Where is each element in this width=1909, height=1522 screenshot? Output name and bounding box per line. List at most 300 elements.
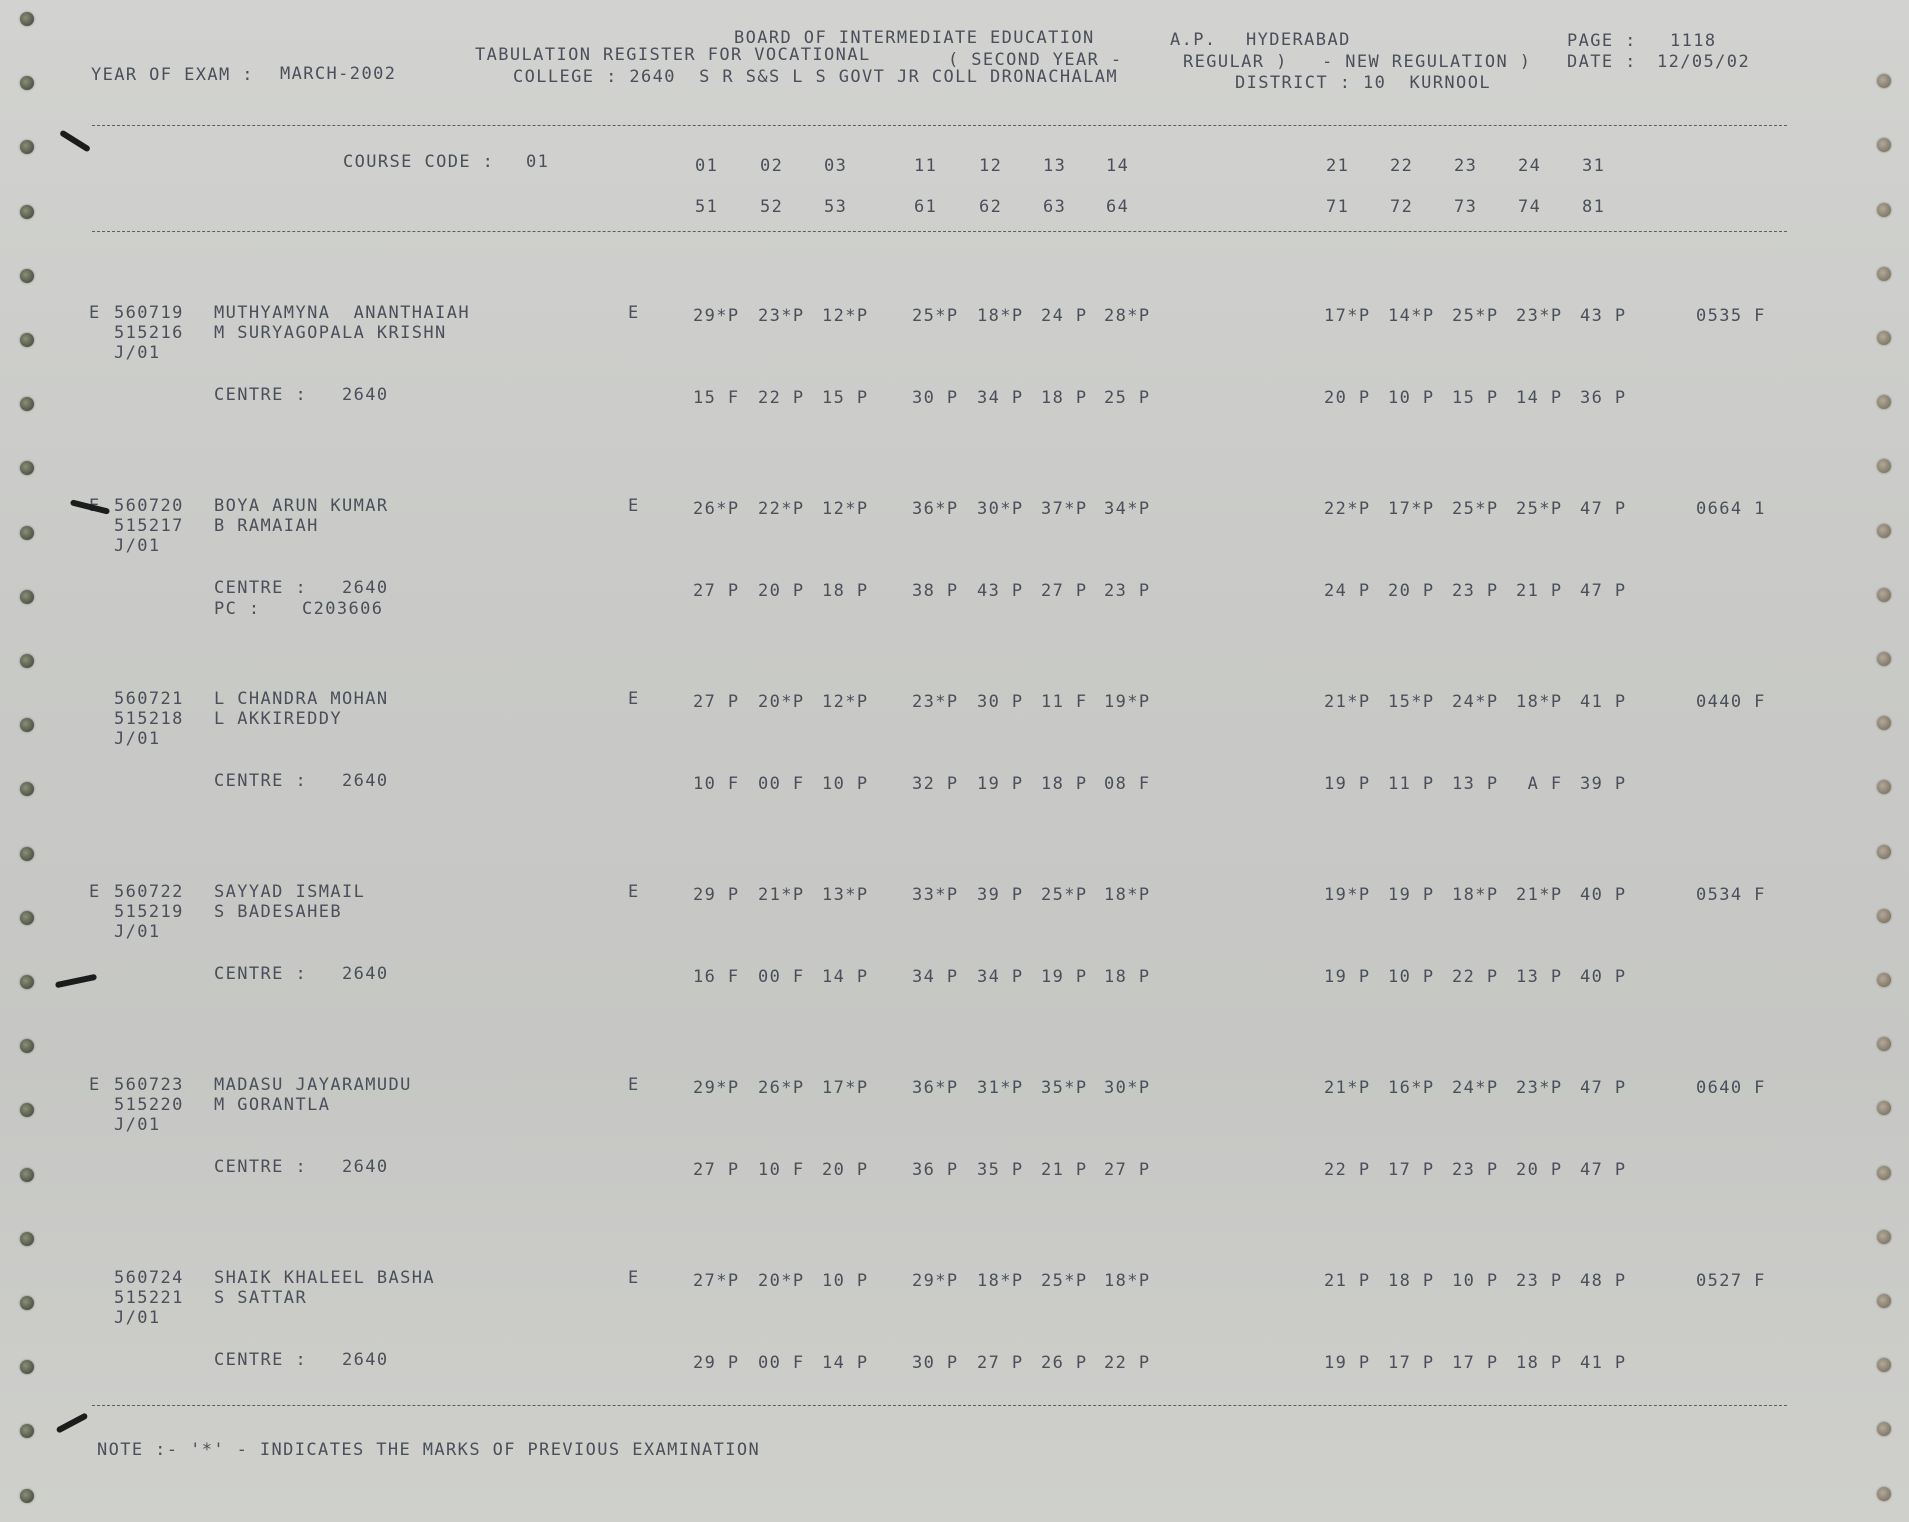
- mark-paper-2: 22 P: [1452, 967, 1499, 987]
- feed-hole: [20, 1168, 34, 1182]
- centre-code: 2640: [342, 771, 389, 791]
- subject-code-paper2: 53: [824, 197, 848, 217]
- mark-paper-1: 18*P: [1452, 885, 1499, 905]
- feed-hole: [20, 590, 34, 604]
- mark-paper-2: 34 P: [977, 388, 1024, 408]
- medium: E: [628, 689, 640, 709]
- subject-code: 01: [695, 156, 719, 176]
- feed-hole: [20, 397, 34, 411]
- subject-code-paper2: 64: [1106, 197, 1130, 217]
- mark-paper-1: 30 P: [977, 692, 1024, 712]
- mark-paper-2: 18 P: [1041, 388, 1088, 408]
- mark-paper-1: 18*P: [1104, 885, 1151, 905]
- mark-paper-1: 24*P: [1452, 692, 1499, 712]
- page-label: PAGE :: [1567, 31, 1637, 51]
- mark-paper-2: 20 P: [758, 581, 805, 601]
- mark-paper-1: 20*P: [758, 692, 805, 712]
- subject-code-paper2: 73: [1454, 197, 1478, 217]
- pen-mark: [56, 1412, 89, 1433]
- centre-code: 2640: [342, 1350, 389, 1370]
- mark-paper-1: 12*P: [822, 306, 869, 326]
- feed-hole: [20, 1360, 34, 1374]
- mark-paper-1: 21 P: [1324, 1271, 1371, 1291]
- feed-hole: [1877, 1037, 1891, 1051]
- mark-paper-2: 00 F: [758, 967, 805, 987]
- feed-hole: [1877, 331, 1891, 345]
- mark-paper-2: 08 F: [1104, 774, 1151, 794]
- mark-paper-1: 25*P: [1041, 885, 1088, 905]
- centre-code: 2640: [342, 1157, 389, 1177]
- father-name: M SURYAGOPALA KRISHN: [214, 323, 447, 343]
- centre-code: 2640: [342, 964, 389, 984]
- mark-paper-1: 29*P: [693, 1078, 740, 1098]
- mark-paper-2: 17 P: [1388, 1160, 1435, 1180]
- feed-hole: [1877, 909, 1891, 923]
- mark-paper-1: 23*P: [912, 692, 959, 712]
- mark-paper-2: 34 P: [977, 967, 1024, 987]
- subject-code: 11: [914, 156, 938, 176]
- group-code: J/01: [114, 343, 161, 363]
- feed-hole: [1877, 1487, 1891, 1501]
- mark-paper-1: 19*P: [1324, 885, 1371, 905]
- regulation-label: - NEW REGULATION ): [1322, 52, 1532, 72]
- year-type: ( SECOND YEAR -: [948, 50, 1123, 70]
- total-result: 0440 F: [1696, 692, 1766, 712]
- mark-paper-2: 22 P: [1324, 1160, 1371, 1180]
- mark-paper-2: 15 P: [1452, 388, 1499, 408]
- mark-paper-2: 19 P: [1041, 967, 1088, 987]
- mark-paper-2: 27 P: [977, 1353, 1024, 1373]
- feed-hole: [20, 847, 34, 861]
- student-name: SAYYAD ISMAIL: [214, 882, 366, 902]
- date-label: DATE :: [1567, 52, 1637, 72]
- mark-paper-1: 12*P: [822, 692, 869, 712]
- subject-code: 14: [1106, 156, 1130, 176]
- feed-hole: [1877, 524, 1891, 538]
- mark-paper-1: 14*P: [1388, 306, 1435, 326]
- feed-hole: [1877, 203, 1891, 217]
- mark-paper-2: 19 P: [977, 774, 1024, 794]
- feed-hole: [1877, 138, 1891, 152]
- district-label: DISTRICT : 10 KURNOOL: [1235, 73, 1491, 93]
- mark-paper-1: 43 P: [1580, 306, 1627, 326]
- subject-code-paper2: 81: [1582, 197, 1606, 217]
- subject-code: 31: [1582, 156, 1606, 176]
- subject-code: 21: [1326, 156, 1350, 176]
- mark-paper-1: 35*P: [1041, 1078, 1088, 1098]
- subject-code-paper2: 61: [914, 197, 938, 217]
- mark-paper-2: 41 P: [1580, 1353, 1627, 1373]
- feed-hole: [1877, 74, 1891, 88]
- feed-hole: [20, 782, 34, 796]
- medium: E: [628, 882, 640, 902]
- mark-paper-1: 18*P: [1516, 692, 1563, 712]
- mark-paper-2: 27 P: [1104, 1160, 1151, 1180]
- mark-paper-1: 22*P: [758, 499, 805, 519]
- college-label: COLLEGE : 2640 S R S&S L S GOVT JR COLL DRONACHALAM: [513, 67, 1119, 87]
- feed-hole: [1877, 716, 1891, 730]
- mark-paper-2: 23 P: [1104, 581, 1151, 601]
- mark-paper-2: 29 P: [693, 1353, 740, 1373]
- mark-paper-2: 10 P: [1388, 967, 1435, 987]
- mark-paper-2: 34 P: [912, 967, 959, 987]
- mark-paper-1: 29 P: [693, 885, 740, 905]
- mark-paper-2: 14 P: [1516, 388, 1563, 408]
- mark-paper-1: 34*P: [1104, 499, 1151, 519]
- mark-paper-1: 18*P: [1104, 1271, 1151, 1291]
- feed-hole: [1877, 1101, 1891, 1115]
- mark-paper-2: 14 P: [822, 1353, 869, 1373]
- date-value: 12/05/02: [1657, 52, 1751, 72]
- mark-paper-1: 26*P: [693, 499, 740, 519]
- centre-code: 2640: [342, 578, 389, 598]
- father-name: L AKKIREDDY: [214, 709, 342, 729]
- student-name: MUTHYAMYNA ANANTHAIAH: [214, 303, 470, 323]
- total-result: 0534 F: [1696, 885, 1766, 905]
- student-id: 515221: [114, 1288, 184, 1308]
- mark-paper-1: 22*P: [1324, 499, 1371, 519]
- mark-paper-1: 24*P: [1452, 1078, 1499, 1098]
- mark-paper-1: 48 P: [1580, 1271, 1627, 1291]
- father-name: M GORANTLA: [214, 1095, 331, 1115]
- mark-paper-2: 18 P: [1104, 967, 1151, 987]
- mark-paper-1: 18*P: [977, 1271, 1024, 1291]
- centre-label: CENTRE :: [214, 578, 308, 598]
- mark-paper-2: 47 P: [1580, 581, 1627, 601]
- feed-hole: [1877, 588, 1891, 602]
- mark-paper-2: 27 P: [1041, 581, 1088, 601]
- mark-paper-1: 10 P: [822, 1271, 869, 1291]
- feed-hole: [20, 1424, 34, 1438]
- mark-paper-2: 17 P: [1388, 1353, 1435, 1373]
- mark-paper-1: 25*P: [1516, 499, 1563, 519]
- feed-hole: [20, 911, 34, 925]
- mark-paper-1: 23 P: [1516, 1271, 1563, 1291]
- mark-paper-1: 30*P: [1104, 1078, 1151, 1098]
- group-code: J/01: [114, 1115, 161, 1135]
- roll-number: 560721: [114, 689, 184, 709]
- feed-hole: [1877, 652, 1891, 666]
- mark-paper-2: 00 F: [758, 774, 805, 794]
- student-name: L CHANDRA MOHAN: [214, 689, 389, 709]
- feed-hole: [20, 1232, 34, 1246]
- mark-paper-1: 16*P: [1388, 1078, 1435, 1098]
- feed-hole: [20, 1296, 34, 1310]
- subject-code: 23: [1454, 156, 1478, 176]
- mark-paper-1: 17*P: [1324, 306, 1371, 326]
- medium: E: [628, 303, 640, 323]
- feed-hole: [1877, 395, 1891, 409]
- mark-paper-2: 17 P: [1452, 1353, 1499, 1373]
- mark-paper-2: 19 P: [1324, 967, 1371, 987]
- mark-paper-2: 21 P: [1516, 581, 1563, 601]
- mark-paper-2: 20 P: [822, 1160, 869, 1180]
- footer-divider: [92, 1405, 1787, 1406]
- feed-hole: [20, 333, 34, 347]
- mark-paper-1: 29*P: [693, 306, 740, 326]
- year-of-exam-value: MARCH-2002: [280, 64, 397, 84]
- mark-paper-2: 30 P: [912, 388, 959, 408]
- pc-label: PC :: [214, 599, 261, 619]
- mark-paper-2: 10 P: [822, 774, 869, 794]
- feed-hole: [20, 12, 34, 26]
- medium: E: [628, 1075, 640, 1095]
- feed-hole: [20, 975, 34, 989]
- student-id: 515216: [114, 323, 184, 343]
- total-result: 0640 F: [1696, 1078, 1766, 1098]
- mark-paper-2: 19 P: [1324, 1353, 1371, 1373]
- state-label: A.P.: [1170, 30, 1217, 50]
- feed-hole: [1877, 1422, 1891, 1436]
- mark-paper-2: 13 P: [1516, 967, 1563, 987]
- mark-paper-2: 25 P: [1104, 388, 1151, 408]
- mark-paper-1: 30*P: [977, 499, 1024, 519]
- mark-paper-1: 17*P: [822, 1078, 869, 1098]
- mark-paper-1: 23*P: [758, 306, 805, 326]
- year-of-exam-label: YEAR OF EXAM :: [91, 65, 254, 85]
- mark-paper-2: 20 P: [1388, 581, 1435, 601]
- centre-label: CENTRE :: [214, 771, 308, 791]
- left-tractor-feed-holes: [8, 0, 58, 1522]
- board-title: BOARD OF INTERMEDIATE EDUCATION: [734, 28, 1095, 48]
- feed-hole: [20, 654, 34, 668]
- total-result: 0535 F: [1696, 306, 1766, 326]
- subject-code: 13: [1043, 156, 1067, 176]
- mark-paper-1: 12*P: [822, 499, 869, 519]
- subject-code-paper2: 62: [979, 197, 1003, 217]
- student-name: SHAIK KHALEEL BASHA: [214, 1268, 436, 1288]
- student-flag: E: [89, 882, 101, 902]
- register-title: TABULATION REGISTER FOR VOCATIONAL: [475, 45, 871, 65]
- pen-mark: [55, 974, 97, 989]
- mark-paper-1: 18*P: [977, 306, 1024, 326]
- course-code-value: 01: [526, 152, 550, 172]
- roll-number: 560722: [114, 882, 184, 902]
- subject-code-paper2: 72: [1390, 197, 1414, 217]
- student-flag: E: [89, 303, 101, 323]
- subject-code: 22: [1390, 156, 1414, 176]
- mark-paper-2: 14 P: [822, 967, 869, 987]
- mark-paper-1: 27*P: [693, 1271, 740, 1291]
- mark-paper-2: 32 P: [912, 774, 959, 794]
- feed-hole: [20, 140, 34, 154]
- mark-paper-1: 21*P: [758, 885, 805, 905]
- mark-paper-2: 47 P: [1580, 1160, 1627, 1180]
- subject-code-paper2: 63: [1043, 197, 1067, 217]
- roll-number: 560719: [114, 303, 184, 323]
- feed-hole: [20, 1103, 34, 1117]
- mark-paper-1: 25*P: [1452, 306, 1499, 326]
- mark-paper-1: 24 P: [1041, 306, 1088, 326]
- group-code: J/01: [114, 729, 161, 749]
- subject-code: 03: [824, 156, 848, 176]
- mark-paper-1: 13*P: [822, 885, 869, 905]
- mark-paper-1: 47 P: [1580, 1078, 1627, 1098]
- student-id: 515220: [114, 1095, 184, 1115]
- mark-paper-2: 23 P: [1452, 1160, 1499, 1180]
- mark-paper-2: 35 P: [977, 1160, 1024, 1180]
- mark-paper-2: 16 F: [693, 967, 740, 987]
- feed-hole: [20, 1039, 34, 1053]
- regular-label: REGULAR ): [1183, 52, 1288, 72]
- mark-paper-2: 40 P: [1580, 967, 1627, 987]
- feed-hole: [20, 269, 34, 283]
- feed-hole: [20, 205, 34, 219]
- mark-paper-1: 20*P: [758, 1271, 805, 1291]
- pc-value: C203606: [302, 599, 384, 619]
- mark-paper-2: 00 F: [758, 1353, 805, 1373]
- mark-paper-1: 36*P: [912, 499, 959, 519]
- mark-paper-1: 25*P: [1041, 1271, 1088, 1291]
- mark-paper-2: 10 P: [1388, 388, 1435, 408]
- mark-paper-2: 23 P: [1452, 581, 1499, 601]
- mark-paper-1: 15*P: [1388, 692, 1435, 712]
- group-code: J/01: [114, 1308, 161, 1328]
- city-label: HYDERABAD: [1246, 30, 1351, 50]
- mark-paper-2: 24 P: [1324, 581, 1371, 601]
- student-name: BOYA ARUN KUMAR: [214, 496, 389, 516]
- mark-paper-1: 23*P: [1516, 1078, 1563, 1098]
- total-result: 0527 F: [1696, 1271, 1766, 1291]
- feed-hole: [1877, 780, 1891, 794]
- mark-paper-2: 22 P: [1104, 1353, 1151, 1373]
- student-id: 515217: [114, 516, 184, 536]
- mark-paper-1: 27 P: [693, 692, 740, 712]
- mark-paper-1: 21*P: [1516, 885, 1563, 905]
- subject-code: 12: [979, 156, 1003, 176]
- centre-label: CENTRE :: [214, 1157, 308, 1177]
- feed-hole: [1877, 845, 1891, 859]
- mark-paper-2: 27 P: [693, 581, 740, 601]
- centre-label: CENTRE :: [214, 385, 308, 405]
- feed-hole: [1877, 1294, 1891, 1308]
- mark-paper-2: 22 P: [758, 388, 805, 408]
- mark-paper-2: 10 F: [758, 1160, 805, 1180]
- mark-paper-2: 18 P: [1041, 774, 1088, 794]
- feed-hole: [1877, 1358, 1891, 1372]
- father-name: S SATTAR: [214, 1288, 308, 1308]
- mark-paper-1: 29*P: [912, 1271, 959, 1291]
- mark-paper-1: 31*P: [977, 1078, 1024, 1098]
- father-name: B RAMAIAH: [214, 516, 319, 536]
- feed-hole: [20, 526, 34, 540]
- mark-paper-1: 36*P: [912, 1078, 959, 1098]
- mark-paper-2: 20 P: [1516, 1160, 1563, 1180]
- mark-paper-2: 30 P: [912, 1353, 959, 1373]
- feed-hole: [20, 76, 34, 90]
- course-code-label: COURSE CODE :: [343, 152, 495, 172]
- roll-number: 560720: [114, 496, 184, 516]
- feed-hole: [1877, 973, 1891, 987]
- feed-hole: [1877, 267, 1891, 281]
- mark-paper-2: 15 P: [822, 388, 869, 408]
- column-header-divider: [92, 231, 1787, 232]
- mark-paper-2: 39 P: [1580, 774, 1627, 794]
- feed-hole: [1877, 459, 1891, 473]
- mark-paper-1: 33*P: [912, 885, 959, 905]
- mark-paper-1: 47 P: [1580, 499, 1627, 519]
- mark-paper-1: 39 P: [977, 885, 1024, 905]
- subject-code: 02: [760, 156, 784, 176]
- header-divider: [92, 125, 1787, 126]
- student-flag: E: [89, 1075, 101, 1095]
- mark-paper-1: 41 P: [1580, 692, 1627, 712]
- medium: E: [628, 1268, 640, 1288]
- roll-number: 560723: [114, 1075, 184, 1095]
- mark-paper-2: 27 P: [693, 1160, 740, 1180]
- right-tractor-feed-holes: [1857, 0, 1907, 1522]
- mark-paper-2: 21 P: [1041, 1160, 1088, 1180]
- mark-paper-1: 40 P: [1580, 885, 1627, 905]
- mark-paper-2: 36 P: [912, 1160, 959, 1180]
- mark-paper-2: 26 P: [1041, 1353, 1088, 1373]
- mark-paper-2: 20 P: [1324, 388, 1371, 408]
- subject-code-paper2: 51: [695, 197, 719, 217]
- total-result: 0664 1: [1696, 499, 1766, 519]
- feed-hole: [20, 718, 34, 732]
- mark-paper-2: 15 F: [693, 388, 740, 408]
- pen-mark: [59, 129, 91, 152]
- mark-paper-1: 21*P: [1324, 1078, 1371, 1098]
- centre-label: CENTRE :: [214, 964, 308, 984]
- mark-paper-1: 23*P: [1516, 306, 1563, 326]
- subject-code-paper2: 71: [1326, 197, 1350, 217]
- feed-hole: [1877, 1166, 1891, 1180]
- student-name: MADASU JAYARAMUDU: [214, 1075, 412, 1095]
- mark-paper-1: 37*P: [1041, 499, 1088, 519]
- group-code: J/01: [114, 536, 161, 556]
- mark-paper-1: 19 P: [1388, 885, 1435, 905]
- mark-paper-1: 10 P: [1452, 1271, 1499, 1291]
- mark-paper-1: 17*P: [1388, 499, 1435, 519]
- mark-paper-2: A F: [1516, 774, 1563, 794]
- medium: E: [628, 496, 640, 516]
- mark-paper-2: 18 P: [822, 581, 869, 601]
- centre-label: CENTRE :: [214, 1350, 308, 1370]
- mark-paper-1: 18 P: [1388, 1271, 1435, 1291]
- mark-paper-2: 18 P: [1516, 1353, 1563, 1373]
- mark-paper-1: 26*P: [758, 1078, 805, 1098]
- feed-hole: [1877, 1230, 1891, 1244]
- page-number: 1118: [1670, 31, 1717, 51]
- mark-paper-1: 25*P: [912, 306, 959, 326]
- subject-code-paper2: 52: [760, 197, 784, 217]
- mark-paper-2: 43 P: [977, 581, 1024, 601]
- subject-code: 24: [1518, 156, 1542, 176]
- mark-paper-2: 11 P: [1388, 774, 1435, 794]
- subject-code-paper2: 74: [1518, 197, 1542, 217]
- mark-paper-2: 38 P: [912, 581, 959, 601]
- father-name: S BADESAHEB: [214, 902, 342, 922]
- mark-paper-1: 11 F: [1041, 692, 1088, 712]
- mark-paper-1: 19*P: [1104, 692, 1151, 712]
- mark-paper-1: 25*P: [1452, 499, 1499, 519]
- student-id: 515219: [114, 902, 184, 922]
- centre-code: 2640: [342, 385, 389, 405]
- mark-paper-2: 10 F: [693, 774, 740, 794]
- roll-number: 560724: [114, 1268, 184, 1288]
- mark-paper-2: 19 P: [1324, 774, 1371, 794]
- mark-paper-2: 13 P: [1452, 774, 1499, 794]
- footnote: NOTE :- '*' - INDICATES THE MARKS OF PREVIOUS EXAMINATION: [97, 1440, 761, 1460]
- feed-hole: [20, 1489, 34, 1503]
- student-id: 515218: [114, 709, 184, 729]
- mark-paper-2: 36 P: [1580, 388, 1627, 408]
- mark-paper-1: 28*P: [1104, 306, 1151, 326]
- feed-hole: [20, 461, 34, 475]
- group-code: J/01: [114, 922, 161, 942]
- mark-paper-1: 21*P: [1324, 692, 1371, 712]
